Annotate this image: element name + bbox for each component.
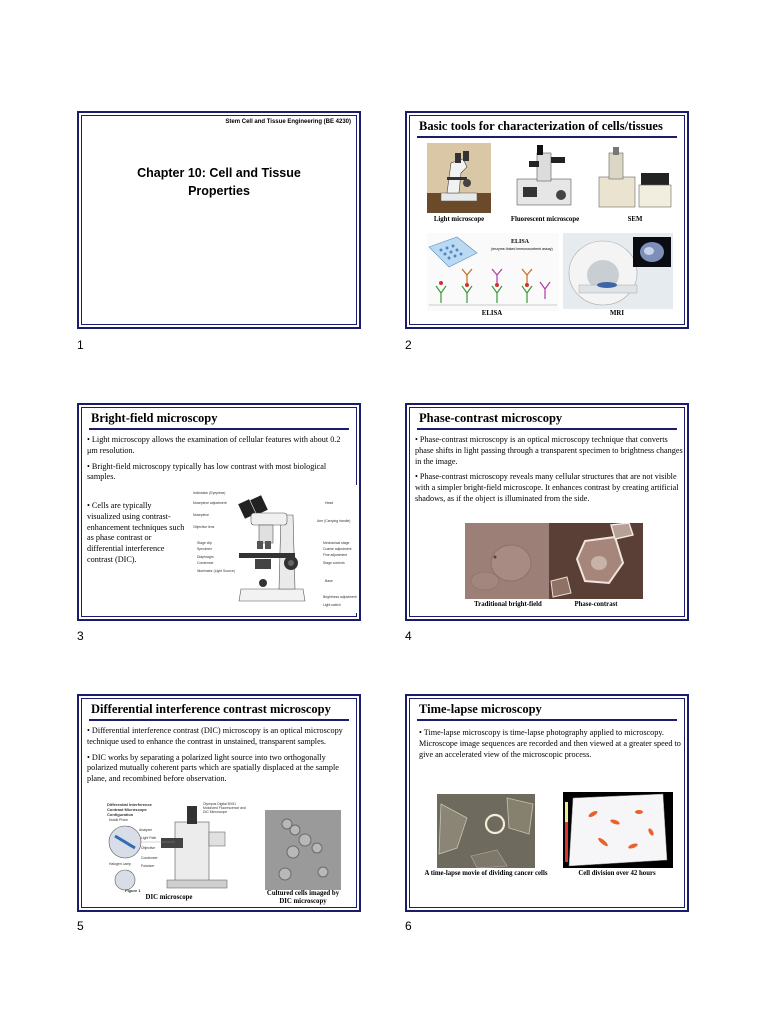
page-number: 6	[405, 919, 412, 933]
cell-division-42h-image	[563, 792, 673, 868]
page-number: 1	[77, 338, 84, 352]
fluorescent-microscope-image	[507, 143, 579, 213]
slide-title: Basic tools for characterization of cells/tissues	[417, 119, 677, 138]
diagram-label-7: Light Path	[141, 836, 157, 840]
bright-field-image	[465, 523, 549, 599]
caption-elisa: ELISA	[481, 310, 503, 317]
bullet-1: • Differential interference contrast (DIC) microscopy is an optical microscopy technique used to enhance the contrast in unstained, transparent samples.	[87, 726, 343, 746]
bullet-3-block	[87, 501, 185, 571]
elisa-diagram	[427, 233, 559, 311]
diagram-brand: Olympus Digital BX51 Motorized Fluorescence and DIC Microscope	[203, 802, 246, 814]
slide-title: Time-lapse microscopy	[417, 702, 677, 721]
title-line-1: Chapter 10: Cell and Tissue	[137, 166, 301, 180]
caption-bright-field: Traditional bright-field	[474, 601, 542, 608]
label-left-3: Nosepiece	[193, 513, 210, 517]
label-left-2: Nosepiece adjustment	[193, 501, 227, 505]
label-right-5: Fine adjustment	[323, 553, 348, 557]
label-right-3: Mechanical stage	[323, 541, 350, 545]
diagram-label-5: Condenser	[141, 856, 158, 860]
sem-image	[597, 143, 673, 213]
bullet-2: • Phase-contrast microscopy reveals many cellular structures that are not visible with a simpler bright-field microscope. It enhances contrast by creating artificial shadows, as if the object is illuminated from the side.	[415, 472, 679, 504]
caption-dic-microscope: DIC microscope	[145, 894, 193, 901]
diagram-title: Differential Interference Contrast Microscope Configuration	[107, 802, 152, 817]
slide-title: Bright-field microscopy	[89, 411, 349, 430]
caption-dic-cells: Cultured cells imaged by DIC microscopy	[266, 890, 340, 906]
slide-title: Phase-contrast microscopy	[417, 411, 677, 430]
page-number: 2	[405, 338, 412, 352]
label-right-1: Head	[325, 501, 334, 505]
bullet-3: • Cells are typically visualized using contrast-enhancement techniques such as phase contrast or differential interference contrast (DIC).	[87, 501, 185, 565]
slide-5	[77, 694, 361, 912]
label-left-6: Specimen	[197, 547, 213, 551]
bullet-1: • Light microscopy allows the examination of cellular features with about 0.2 μm resolution.	[87, 435, 341, 455]
slide-body	[419, 728, 683, 765]
course-label: Stem Cell and Tissue Engineering (BE 4230)	[225, 119, 351, 125]
label-left-1: Inclination (Eyepiece)	[193, 491, 226, 495]
label-right-2: Arm (Carrying handle)	[317, 519, 351, 523]
label-right-4: Coarse adjustment	[323, 547, 352, 551]
slide-body	[415, 435, 685, 510]
slide-6	[405, 694, 689, 912]
slide-body	[87, 435, 351, 488]
label-left-7: Diaphragm	[197, 555, 214, 559]
dividing-cancer-cells-image	[437, 794, 535, 868]
slide-1	[77, 111, 361, 329]
title-line-2: Properties	[188, 183, 250, 198]
page-number: 3	[77, 629, 84, 643]
label-left-4: Objective lens	[193, 525, 215, 529]
diagram-label-4: Objective	[141, 846, 156, 850]
caption-phase-contrast: Phase-contrast	[574, 601, 618, 608]
bullet-1: • Phase-contrast microscopy is an optical microscopy technique that converts phase shifts in light passing through a transparent specimen to brightness changes in the image.	[415, 435, 683, 466]
diagram-label-3: Halogen Lamp	[109, 862, 132, 866]
label-right-8: Brightness adjustment	[323, 595, 357, 599]
caption-mri: MRI	[610, 310, 624, 317]
label-right-9: Light switch	[323, 603, 341, 607]
mri-image	[563, 233, 673, 309]
figure-label: Figure 1	[125, 888, 141, 893]
diagram-label-6: Polarizer	[141, 864, 155, 868]
slide-title: Differential interference contrast microscopy	[89, 702, 349, 721]
elisa-heading: ELISA	[511, 239, 530, 245]
phase-contrast-image	[549, 523, 643, 599]
slide-body	[87, 726, 351, 790]
label-left-9: Illuminator (Light Source)	[197, 569, 235, 573]
caption-fluorescent-microscope: Fluorescent microscope	[510, 216, 580, 223]
bullet-2: • DIC works by separating a polarized light source into two orthogonally polarized mutually coherent parts which are spatially displaced at the sample plane, and recombined before observation.	[87, 752, 339, 784]
slide-2	[405, 111, 689, 329]
diagram-label-1: Nosiki Prism	[109, 818, 128, 822]
dic-microscope-diagram	[105, 802, 255, 894]
label-right-7: Base	[325, 579, 333, 583]
label-right-6: Stage controls	[323, 561, 345, 565]
page-number: 4	[405, 629, 412, 643]
bullet-2: • Bright-field microscopy typically has low contrast with most biological samples.	[87, 461, 327, 482]
slide-4	[405, 403, 689, 621]
diagram-label-2: Analyzer	[139, 828, 153, 832]
elisa-subheading: (enzyme-linked immunosorbent assay)	[491, 247, 553, 251]
caption-dividing-cancer-cells: A time-lapse movie of dividing cancer cells	[424, 870, 548, 877]
bullet-1: • Time-lapse microscopy is time-lapse photography applied to microscopy. Microscope image sequences are recorded and then viewed at a greater speed to give an accelerated view of the microscopic process.	[419, 728, 681, 759]
label-left-8: Condenser	[197, 561, 214, 565]
light-microscope-image	[427, 143, 491, 213]
page-number: 5	[77, 919, 84, 933]
slide-3	[77, 403, 361, 621]
caption-light-microscope: Light microscope	[433, 216, 485, 223]
caption-sem: SEM	[627, 216, 643, 223]
slide-title	[79, 165, 359, 200]
dic-cells-image	[265, 810, 341, 890]
caption-cell-division: Cell division over 42 hours	[578, 870, 656, 877]
microscope-parts-diagram	[193, 485, 357, 613]
label-left-5: Stage clip	[197, 541, 212, 545]
